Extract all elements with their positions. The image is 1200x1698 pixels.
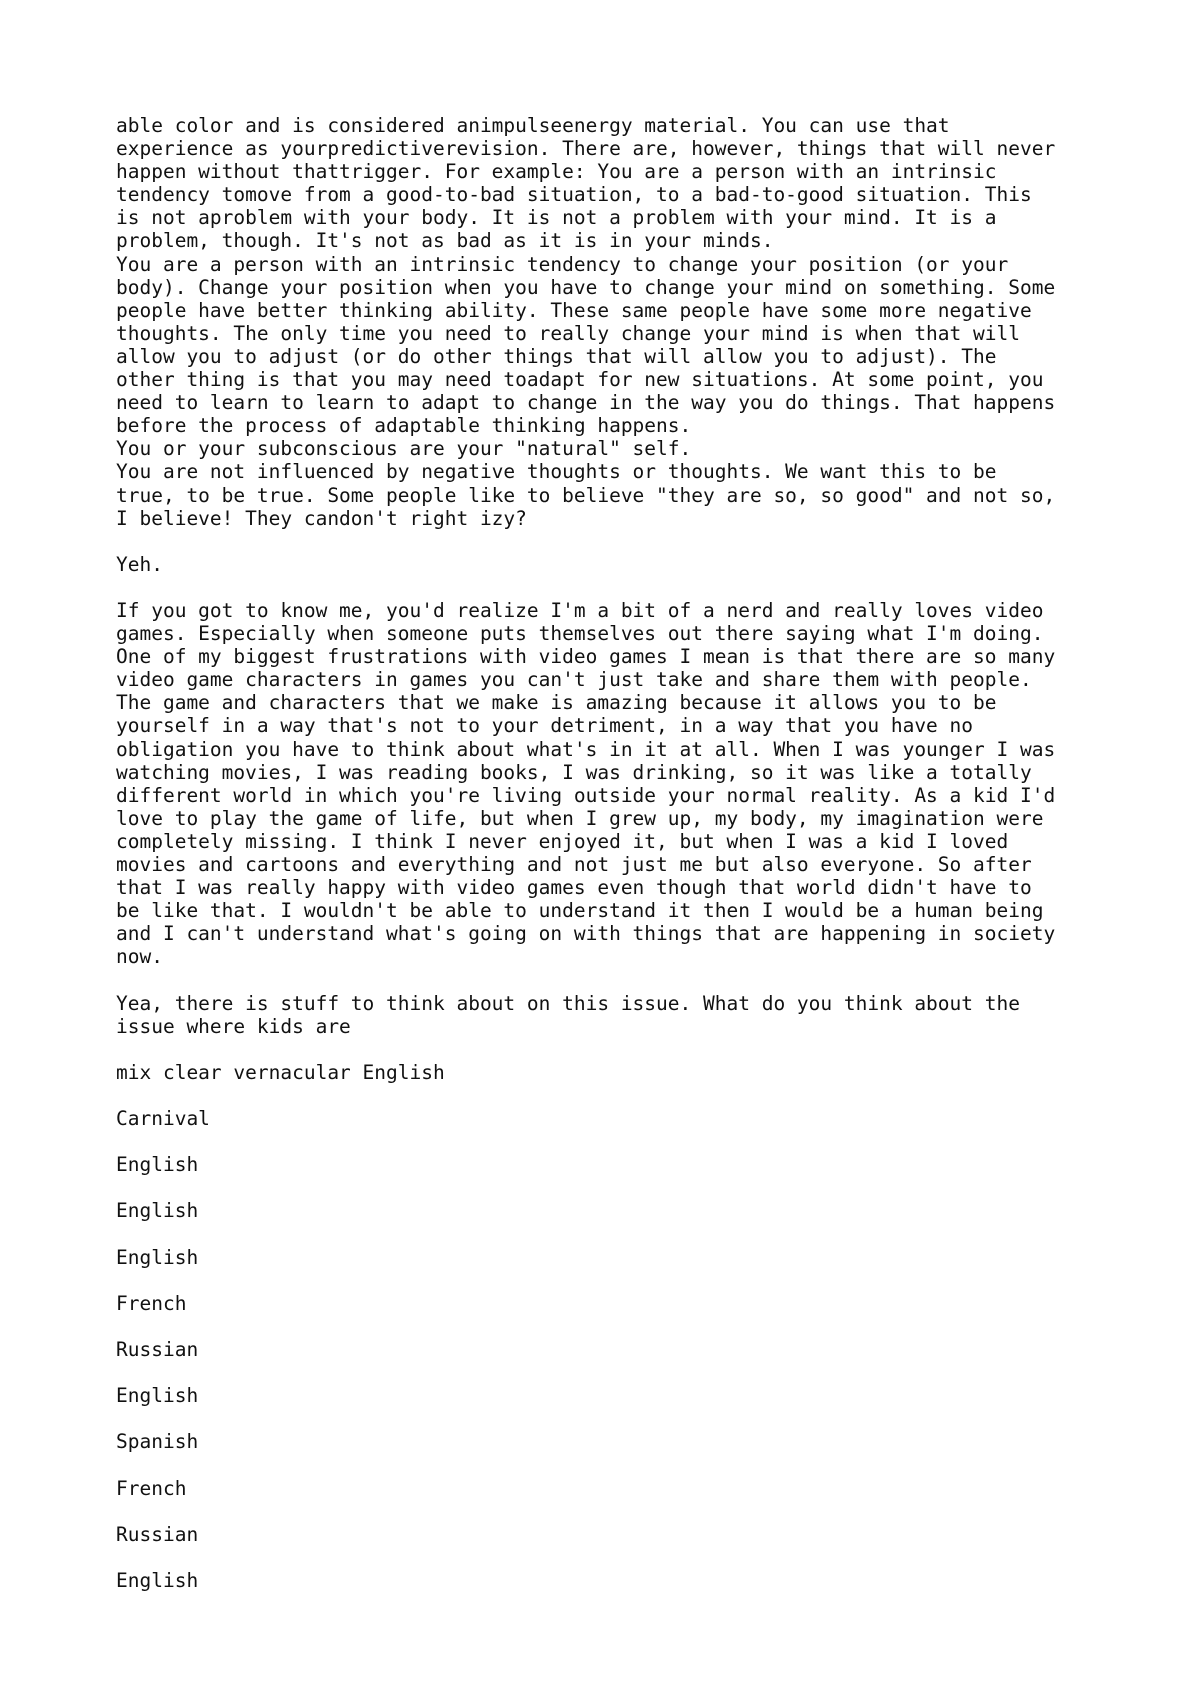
paragraph-gap: [116, 968, 1116, 991]
paragraph-gap: [116, 1453, 1116, 1476]
paragraph-gap: [116, 1130, 1116, 1153]
paragraph-gap: [116, 1546, 1116, 1569]
list-item: French: [116, 1291, 187, 1315]
list-item: Russian: [116, 1522, 199, 1546]
paragraph-gap: [116, 1038, 1116, 1061]
paragraph-gap: [116, 530, 1116, 553]
document-page: [116, 114, 1116, 1592]
paragraph: able color and is considered animpulseenergy material. You can use that experience as yourpredictiverevision. There are, however, things that will never happen without thattrigger. For example: You are a person with an intrinsic tendency tomove from a good-to-bad situation, to a bad-to-good situation. This is not aproblem with your body. It is not a problem with your mind. It is a problem, though. It's not as bad as it is in your minds. You are a person with an intrinsic tendency to change your position (or your body). Change your position when you have to change your mind on something. Some people have better thinking ability. These same people have some more negative thoughts. The only time you need to really change your mind is when that will allow you to adjust (or do other things that will allow you to adjust). The other thing is that you may need toadapt for new situations. At some point, you need to learn to learn to adapt to change in the way you do things. That happens before the process of adaptable thinking happens. You or your subconscious are your "natural" self. You are not influenced by negative thoughts or thoughts. We want this to be true, to be true. Some people like to believe "they are so, so good" and not so, I believe! They candon't right izy?: [116, 114, 1056, 530]
list-item: English: [116, 1245, 199, 1269]
paragraph-gap: [116, 576, 1116, 599]
list-item: Carnival: [116, 1107, 210, 1131]
paragraph-gap: [116, 1500, 1116, 1523]
paragraph-gap: [116, 1084, 1116, 1107]
list-item: French: [116, 1476, 187, 1500]
paragraph-gap: [116, 1315, 1116, 1338]
paragraph: Yea, there is stuff to think about on this issue. What do you think about the issue where kids are: [116, 991, 1020, 1038]
list-item: mix clear vernacular English: [116, 1060, 445, 1084]
paragraph-gap: [116, 1176, 1116, 1199]
paragraph-gap: [116, 1361, 1116, 1384]
list-item: English: [116, 1384, 199, 1408]
list-item: English: [116, 1199, 199, 1223]
paragraph-gap: [116, 1407, 1116, 1430]
list-item: English: [116, 1153, 199, 1177]
paragraph: If you got to know me, you'd realize I'm a bit of a nerd and really loves video games. Especially when someone puts themselves out there saying what I'm doing. One of my biggest frustrations with video games I mean is that there are so many video game characters in games you can't just take and share them with people. The game and characters that we make is amazing because it allows you to be yourself in a way that's not to your detriment, in a way that you have no obligation you have to think about what's in it at all. When I was younger I was watching movies, I was reading books, I was drinking, so it was like a totally different world in which you're living outside your normal reality. As a kid I'd love to play the game of life, but when I grew up, my body, my imagination were completely missing. I think I never enjoyed it, but when I was a kid I loved movies and cartoons and everything and not just me but also everyone. So after that I was really happy with video games even though that world didn't have to be like that. I wouldn't be able to understand it then I would be a human being and I can't understand what's going on with things that are happening in society now.: [116, 598, 1056, 969]
paragraph-gap: [116, 1223, 1116, 1246]
list-item: English: [116, 1568, 199, 1592]
paragraph-gap: [116, 1269, 1116, 1292]
list-item: Spanish: [116, 1430, 199, 1454]
paragraph: Yeh.: [116, 552, 163, 576]
list-item: Russian: [116, 1337, 199, 1361]
